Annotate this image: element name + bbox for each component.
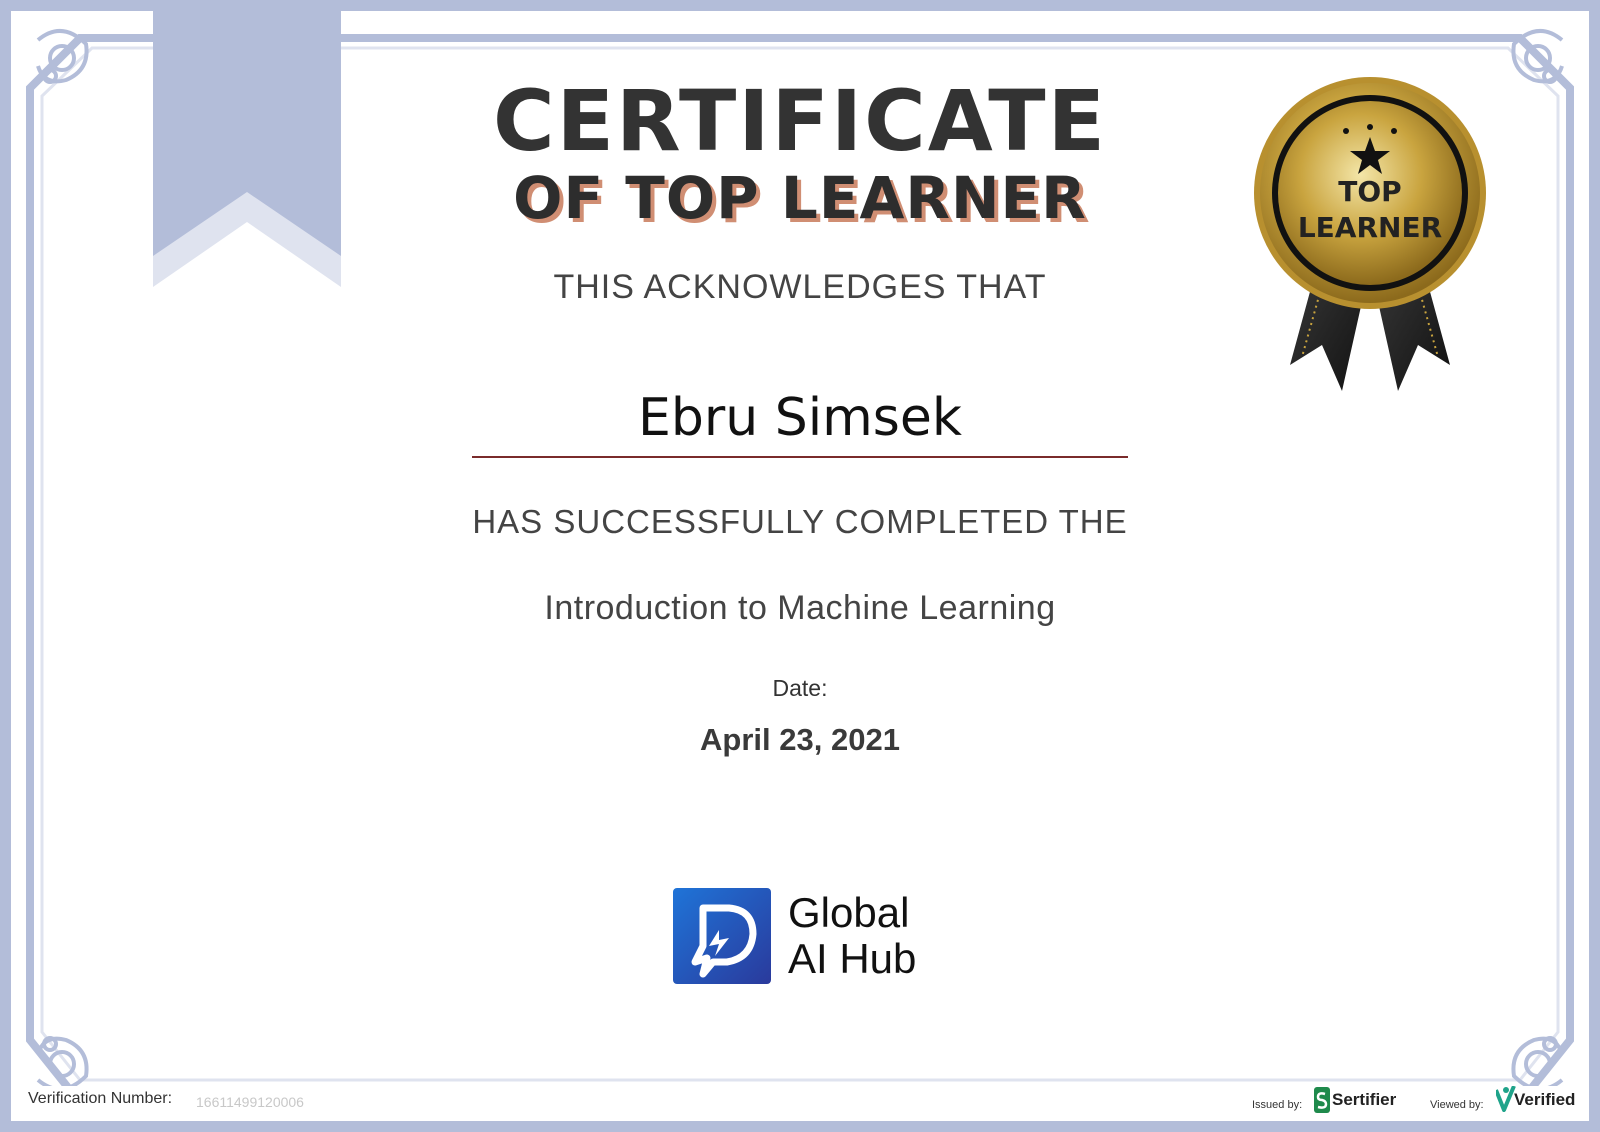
certificate-title: CERTIFICATE	[493, 72, 1107, 170]
organization-name	[788, 890, 916, 982]
badge-line-2: LEARNER	[1297, 211, 1443, 244]
issuer-name[interactable]: Sertifier	[1332, 1090, 1397, 1109]
recipient-name: Ebru Simsek	[472, 388, 1128, 458]
course-name: Introduction to Machine Learning	[544, 589, 1056, 627]
date-label: Date:	[772, 675, 828, 701]
verification-number: 16611499120006	[196, 1094, 304, 1110]
badge-line-1: TOP	[1338, 175, 1402, 208]
organization-name-line-2: AI Hub	[788, 935, 917, 982]
certificate-subtitle: OF TOP LEARNER	[513, 164, 1087, 232]
top-learner-badge	[1250, 75, 1490, 405]
acknowledgement-text: THIS ACKNOWLEDGES THAT	[553, 268, 1047, 306]
completion-text: HAS SUCCESSFULLY COMPLETED THE	[472, 503, 1128, 540]
issued-by-label: Issued by:	[1252, 1099, 1303, 1111]
viewer-name[interactable]: Verified	[1514, 1090, 1576, 1109]
global-ai-hub-logo-icon	[673, 888, 771, 984]
date-value: April 23, 2021	[700, 722, 900, 757]
organization-name-line-1: Global	[788, 889, 910, 936]
verification-label: Verification Number:	[28, 1090, 173, 1107]
viewed-by-label: Viewed by:	[1430, 1099, 1484, 1111]
